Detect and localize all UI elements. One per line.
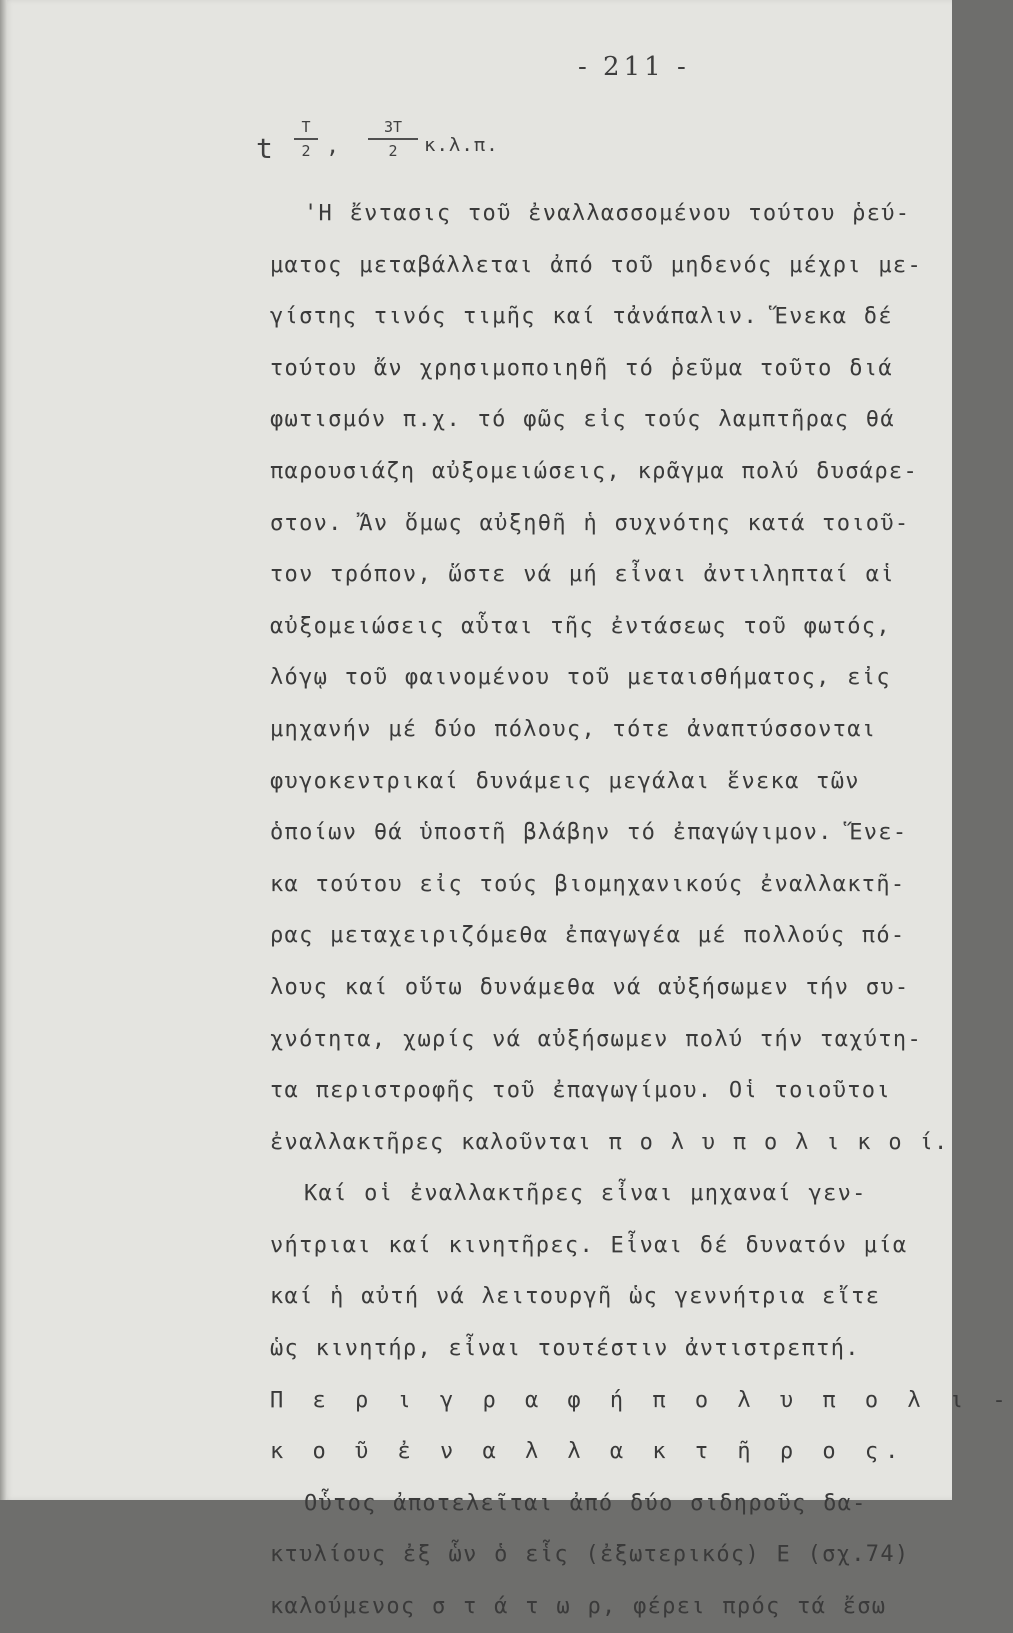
text-line: κα τούτου εἰς τούς βιομηχανικούς ἐναλλακτῆ- [270, 871, 906, 897]
text-line: φυγοκεντρικαί δυνάμεις μεγάλαι ἕνεκα τῶν [270, 768, 860, 794]
text-line: Οὗτος ἀποτελεῖται ἀπό δύο σιδηροῦς δα- [304, 1490, 867, 1516]
text-line: καλούμενος σ τ ά τ ω ρ, φέρει πρός τά ἔσω [270, 1594, 887, 1620]
text-line: χνότητα, χωρίς νά αὐξήσωμεν πολύ τήν ταχύτη- [270, 1026, 922, 1052]
text-line: αὐξομειώσεις αὗται τῆς ἐντάσεως τοῦ φωτός, [270, 613, 891, 639]
formula-suffix: κ.λ.π. [424, 134, 499, 156]
text-line: ὁποίων θά ὑποστῆ βλάβην τό ἐπαγώγιμον. Ἕνε- [270, 820, 908, 846]
fraction-bar [368, 138, 418, 140]
text-line: γίστης τινός τιμῆς καί τἀνάπαλιν. Ἕνεκα δέ [270, 304, 893, 330]
formula-fraction-1 [294, 118, 318, 160]
formula-fraction-1-denominator: 2 [301, 142, 311, 160]
formula-fraction-2-denominator: 2 [388, 142, 398, 160]
text-line: τον τρόπον, ὥστε νά μή εἶναι ἀντιληπταί αἱ [270, 562, 895, 588]
text-line: ἐναλλακτῆρες καλοῦνται π ο λ υ π ο λ ι κ ο ί. [270, 1129, 949, 1155]
typed-text-body [270, 188, 1013, 1633]
text-line: καί ἡ αὐτή νά λειτουργῆ ὡς γεννήτρια εἴτε [270, 1284, 881, 1310]
page-number: - 211 - [578, 52, 690, 82]
text-line: ματος μεταβάλλεται ἀπό τοῦ μηδενός μέχρι με- [270, 252, 922, 278]
text-line: στον. Ἄν ὅμως αὐξηθῆ ἡ συχνότης κατά τοιοῦ- [270, 510, 910, 536]
text-line: λους καί οὕτω δυνάμεθα νά αὐξήσωμεν τήν συ- [270, 974, 910, 1000]
page-edge-shadow [0, 0, 7, 1500]
text-line: νήτριαι καί κινητῆρες. Εἶναι δέ δυνατόν μία [270, 1232, 908, 1258]
text-line: φωτισμόν π.χ. τό φῶς εἰς τούς λαμπτῆρας θά [270, 407, 895, 433]
text-line: Καί οἱ ἐναλλακτῆρες εἶναι μηχαναί γεν- [304, 1181, 867, 1207]
text-line: τα περιστροφῆς τοῦ ἐπαγωγίμου. Οἱ τοιοῦτοι [270, 1078, 891, 1104]
formula-variable: t [256, 132, 273, 165]
text-line: ὡς κινητήρ, εἶναι τουτέστιν ἀντιστρεπτή. [270, 1336, 860, 1362]
formula-fraction-2 [368, 118, 418, 160]
section-heading-line: Π ε ρ ι γ ρ α φ ή π ο λ υ π ο λ ι - [270, 1387, 1013, 1413]
text-line: 'Η ἔντασις τοῦ ἐναλλασσομένου τούτου ῥεύ- [304, 201, 911, 226]
text-line: μηχανήν μέ δύο πόλους, τότε ἀναπτύσσονται [270, 716, 877, 742]
text-line: τούτου ἄν χρησιμοποιηθῆ τό ῥεῦμα τοῦτο διά [270, 355, 893, 381]
section-heading-line: κ ο ῦ ἐ ν α λ λ α κ τ ῆ ρ ο ς. [270, 1439, 906, 1465]
formula-fraction-1-numerator: T [301, 118, 311, 136]
formula-fraction-2-numerator: 3T [383, 118, 403, 136]
formula-separator: , [326, 134, 340, 159]
text-line: παρουσιάζη αὐξομειώσεις, κρᾶγμα πολύ δυσάρε- [270, 458, 918, 484]
fraction-bar [294, 138, 318, 140]
text-line: κτυλίους ἐξ ὧν ὁ εἷς (ἐξωτερικός) Ε (σχ.74) [270, 1542, 910, 1568]
text-line: ρας μεταχειριζόμεθα ἐπαγωγέα μέ πολλούς πό- [270, 923, 906, 949]
text-line: λόγῳ τοῦ φαινομένου τοῦ μεταισθήματος, εἰς [270, 665, 891, 691]
